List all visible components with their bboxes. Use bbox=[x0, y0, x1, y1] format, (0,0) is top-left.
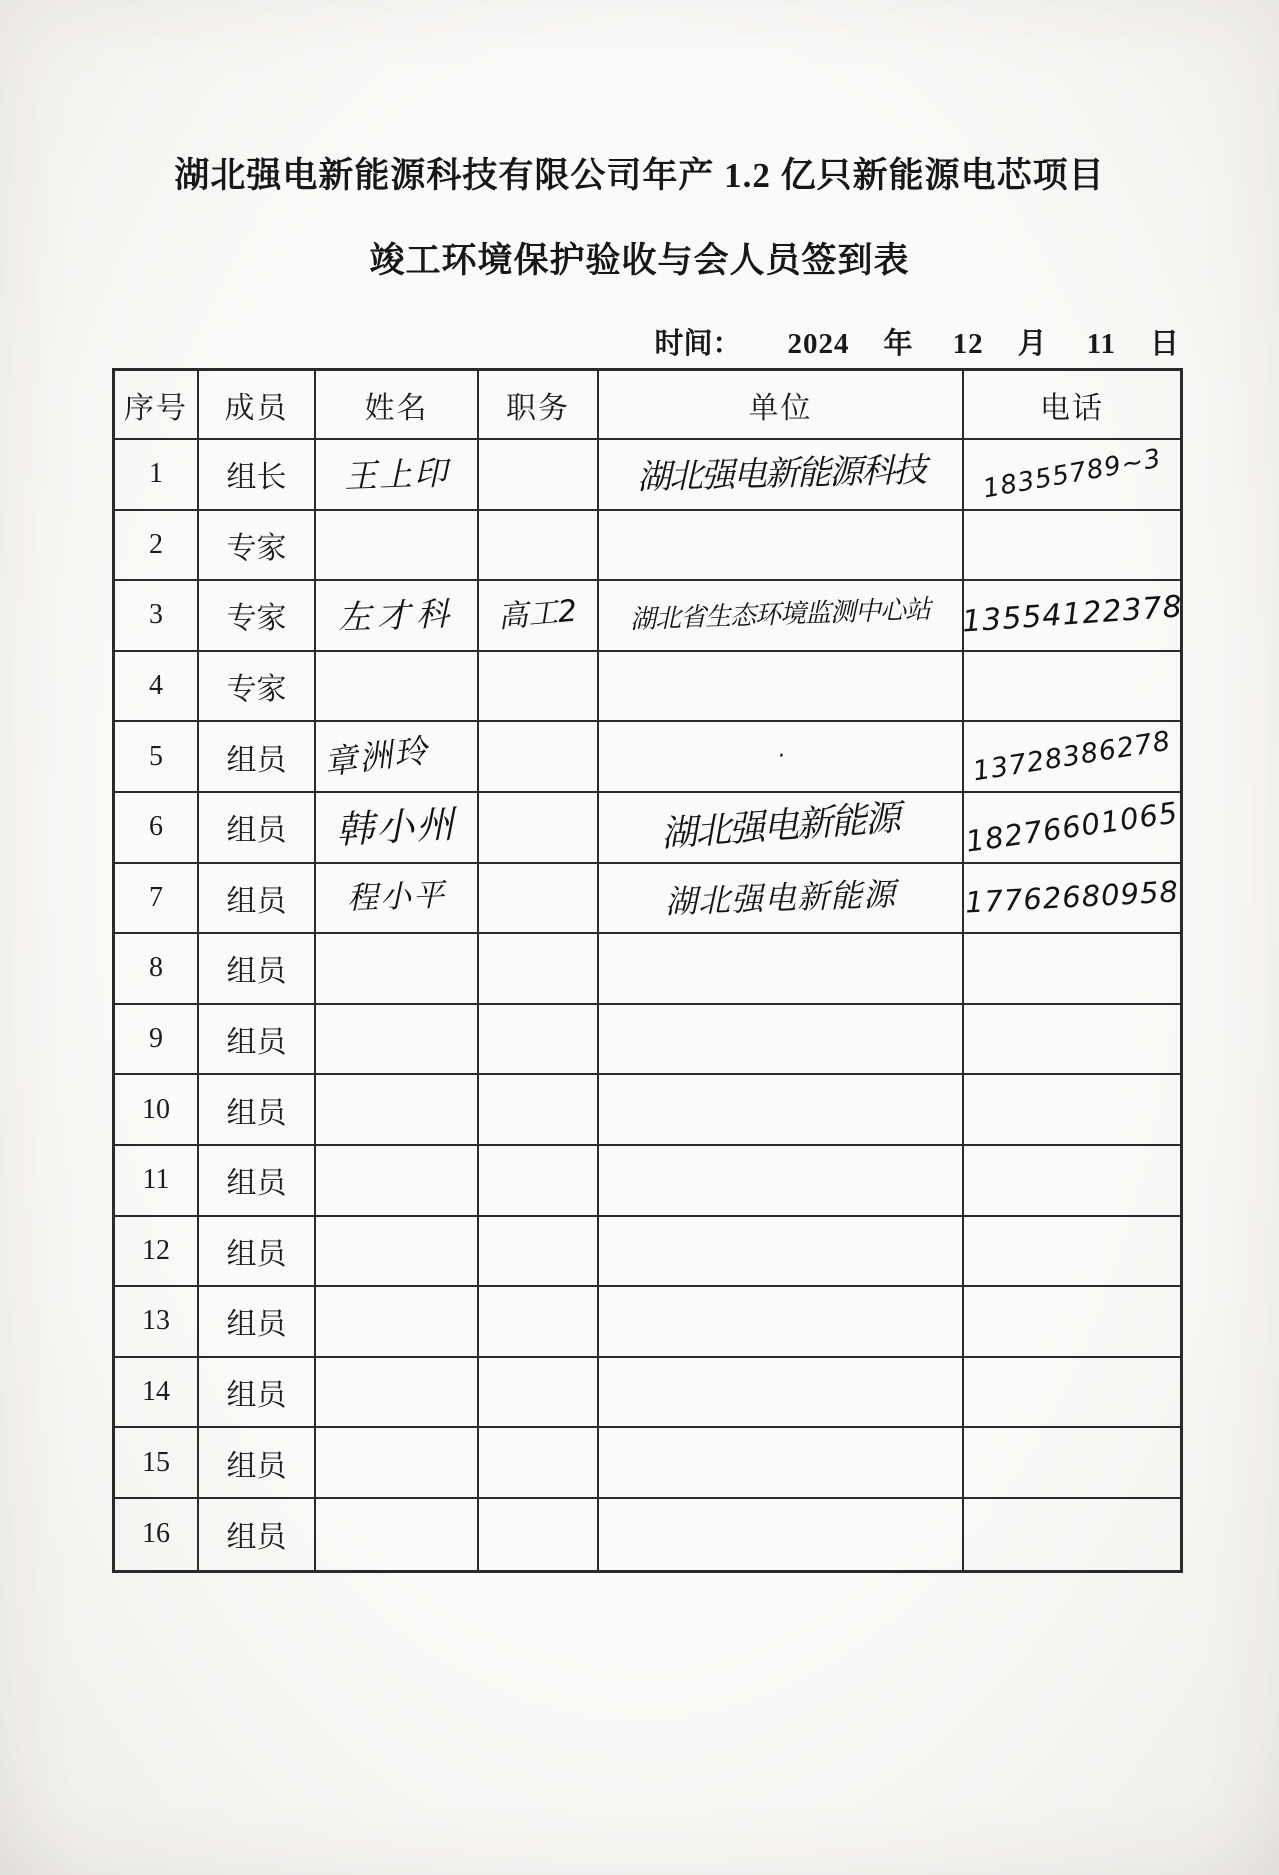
handwritten-unit: 湖北省生态环境监测中心站 bbox=[630, 595, 931, 636]
date-year: 2024 bbox=[787, 328, 850, 360]
date-year-unit: 年 bbox=[883, 328, 913, 360]
row-number-cell: 7 bbox=[115, 864, 199, 935]
table-row bbox=[115, 1287, 1180, 1358]
row-number-cell: 4 bbox=[115, 652, 199, 723]
handwritten-name-signature: 韩小州 bbox=[335, 802, 458, 853]
name-cell bbox=[316, 1146, 479, 1217]
name-cell bbox=[316, 1217, 479, 1288]
member-role-cell: 专家 bbox=[199, 652, 316, 723]
name-cell bbox=[316, 1075, 479, 1146]
handwritten-phone: 18276601065 bbox=[963, 795, 1181, 859]
name-cell bbox=[316, 1005, 479, 1076]
handwritten-name-signature: 程小平 bbox=[346, 877, 447, 918]
row-number-cell: 5 bbox=[115, 722, 199, 793]
member-role-cell: 组员 bbox=[199, 1358, 316, 1429]
row-number-cell: 11 bbox=[115, 1146, 199, 1217]
header-phone: 电话 bbox=[964, 371, 1180, 440]
unit-cell bbox=[599, 511, 964, 582]
handwritten-position: 高工2 bbox=[497, 594, 579, 636]
date-month-unit: 月 bbox=[1017, 328, 1047, 360]
phone-cell bbox=[964, 864, 1180, 935]
phone-cell bbox=[964, 440, 1180, 511]
position-cell bbox=[479, 1428, 599, 1499]
table-row bbox=[115, 1217, 1180, 1288]
table-row bbox=[115, 1428, 1180, 1499]
position-cell bbox=[479, 864, 599, 935]
name-cell bbox=[316, 864, 479, 935]
unit-cell bbox=[599, 1075, 964, 1146]
handwritten-phone: 17762680958 bbox=[964, 874, 1180, 920]
position-cell bbox=[479, 1075, 599, 1146]
unit-cell bbox=[599, 1499, 964, 1570]
table-row bbox=[115, 581, 1184, 652]
table-row bbox=[115, 722, 1180, 793]
position-cell bbox=[479, 440, 599, 511]
date-month: 12 bbox=[952, 328, 984, 360]
row-number-cell: 14 bbox=[115, 1358, 199, 1429]
document-title-line1: 湖北强电新能源科技有限公司年产 1.2 亿只新能源电芯项目 bbox=[174, 156, 1105, 195]
row-number-cell: 13 bbox=[115, 1287, 199, 1358]
name-cell bbox=[316, 511, 479, 582]
row-number-cell: 8 bbox=[115, 934, 199, 1005]
handwritten-phone: 13554122378 bbox=[960, 589, 1184, 641]
table-row bbox=[115, 1005, 1180, 1076]
phone-cell bbox=[964, 793, 1180, 864]
name-cell bbox=[316, 1287, 479, 1358]
position-cell bbox=[479, 1358, 599, 1429]
phone-cell bbox=[964, 1217, 1180, 1288]
document-title-line2: 竣工环境保护验收与会人员签到表 bbox=[369, 241, 910, 280]
name-cell bbox=[316, 722, 479, 793]
position-cell bbox=[479, 511, 599, 582]
row-number-cell: 3 bbox=[115, 581, 199, 652]
member-role-cell: 组员 bbox=[199, 1146, 316, 1217]
name-cell bbox=[316, 1499, 479, 1570]
handwritten-unit: · bbox=[777, 743, 784, 769]
table-row bbox=[115, 864, 1180, 935]
name-cell bbox=[316, 793, 479, 864]
table-row bbox=[115, 440, 1180, 511]
unit-cell bbox=[599, 652, 964, 723]
signin-table bbox=[112, 368, 1183, 1573]
position-cell bbox=[479, 1287, 599, 1358]
phone-cell bbox=[964, 722, 1180, 793]
position-cell bbox=[479, 1005, 599, 1076]
date-label: 时间： bbox=[654, 328, 742, 360]
name-cell bbox=[316, 652, 479, 723]
member-role-cell: 专家 bbox=[199, 581, 316, 652]
header-position: 职务 bbox=[479, 371, 599, 440]
row-number-cell: 2 bbox=[115, 511, 199, 582]
unit-cell bbox=[599, 581, 964, 652]
phone-cell bbox=[964, 511, 1180, 582]
header-unit: 单位 bbox=[599, 371, 964, 440]
name-cell bbox=[316, 934, 479, 1005]
unit-cell bbox=[599, 722, 964, 793]
handwritten-name-signature: 王上印 bbox=[343, 452, 450, 496]
member-role-cell: 组员 bbox=[199, 1287, 316, 1358]
handwritten-unit: 湖北强电新能源 bbox=[664, 874, 897, 921]
name-cell bbox=[316, 1428, 479, 1499]
position-cell bbox=[479, 934, 599, 1005]
phone-cell bbox=[964, 1005, 1180, 1076]
unit-cell bbox=[599, 1005, 964, 1076]
unit-cell bbox=[599, 793, 964, 864]
table-row bbox=[115, 793, 1180, 864]
handwritten-phone: 13728386278 bbox=[970, 725, 1174, 788]
phone-cell bbox=[964, 1499, 1180, 1570]
unit-cell bbox=[599, 1287, 964, 1358]
row-number-cell: 16 bbox=[115, 1499, 199, 1570]
position-cell bbox=[479, 1146, 599, 1217]
member-role-cell: 组员 bbox=[199, 722, 316, 793]
table-row bbox=[115, 1499, 1180, 1570]
unit-cell bbox=[599, 864, 964, 935]
phone-cell bbox=[964, 652, 1180, 723]
row-number-cell: 1 bbox=[115, 440, 199, 511]
row-number-cell: 6 bbox=[115, 793, 199, 864]
handwritten-name-signature: 左才科 bbox=[337, 593, 456, 638]
table-header-row bbox=[115, 371, 1180, 440]
unit-cell bbox=[599, 934, 964, 1005]
phone-cell bbox=[964, 1287, 1180, 1358]
header-name: 姓名 bbox=[316, 371, 479, 440]
name-cell bbox=[316, 581, 479, 652]
position-cell bbox=[479, 793, 599, 864]
table-row bbox=[115, 1075, 1180, 1146]
handwritten-name-signature: 章洲玲 bbox=[322, 730, 431, 783]
position-cell bbox=[479, 652, 599, 723]
date-day: 11 bbox=[1086, 328, 1116, 360]
position-cell bbox=[479, 581, 599, 652]
unit-cell bbox=[599, 440, 964, 511]
row-number-cell: 9 bbox=[115, 1005, 199, 1076]
phone-cell bbox=[964, 1075, 1180, 1146]
member-role-cell: 组员 bbox=[199, 793, 316, 864]
member-role-cell: 组员 bbox=[199, 1428, 316, 1499]
unit-cell bbox=[599, 1146, 964, 1217]
row-number-cell: 15 bbox=[115, 1428, 199, 1499]
position-cell bbox=[479, 1217, 599, 1288]
member-role-cell: 组员 bbox=[199, 1217, 316, 1288]
table-row bbox=[115, 934, 1180, 1005]
phone-cell bbox=[964, 1428, 1180, 1499]
handwritten-phone: 18355789~3 bbox=[980, 443, 1164, 505]
position-cell bbox=[479, 1499, 599, 1570]
header-seq-number: 序号 bbox=[115, 371, 199, 440]
phone-cell bbox=[964, 934, 1180, 1005]
header-member: 成员 bbox=[199, 371, 316, 440]
position-cell bbox=[479, 722, 599, 793]
unit-cell bbox=[599, 1428, 964, 1499]
member-role-cell: 专家 bbox=[199, 511, 316, 582]
handwritten-unit: 湖北强电新能源 bbox=[660, 798, 901, 856]
table-row bbox=[115, 511, 1180, 582]
member-role-cell: 组员 bbox=[199, 1005, 316, 1076]
unit-cell bbox=[599, 1217, 964, 1288]
phone-cell bbox=[960, 581, 1184, 652]
member-role-cell: 组员 bbox=[199, 1499, 316, 1570]
table-row bbox=[115, 1146, 1180, 1217]
date-day-unit: 日 bbox=[1149, 328, 1179, 360]
meeting-date-line bbox=[655, 321, 1179, 362]
phone-cell bbox=[964, 1146, 1180, 1217]
phone-cell bbox=[964, 1358, 1180, 1429]
table-body bbox=[115, 440, 1184, 1570]
member-role-cell: 组长 bbox=[199, 440, 316, 511]
member-role-cell: 组员 bbox=[199, 934, 316, 1005]
name-cell bbox=[316, 1358, 479, 1429]
member-role-cell: 组员 bbox=[199, 1075, 316, 1146]
handwritten-unit: 湖北强电新能源科技 bbox=[636, 450, 925, 499]
row-number-cell: 10 bbox=[115, 1075, 199, 1146]
table-row bbox=[115, 1358, 1180, 1429]
name-cell bbox=[316, 440, 479, 511]
table-row bbox=[115, 652, 1180, 723]
row-number-cell: 12 bbox=[115, 1217, 199, 1288]
unit-cell bbox=[599, 1358, 964, 1429]
member-role-cell: 组员 bbox=[199, 864, 316, 935]
